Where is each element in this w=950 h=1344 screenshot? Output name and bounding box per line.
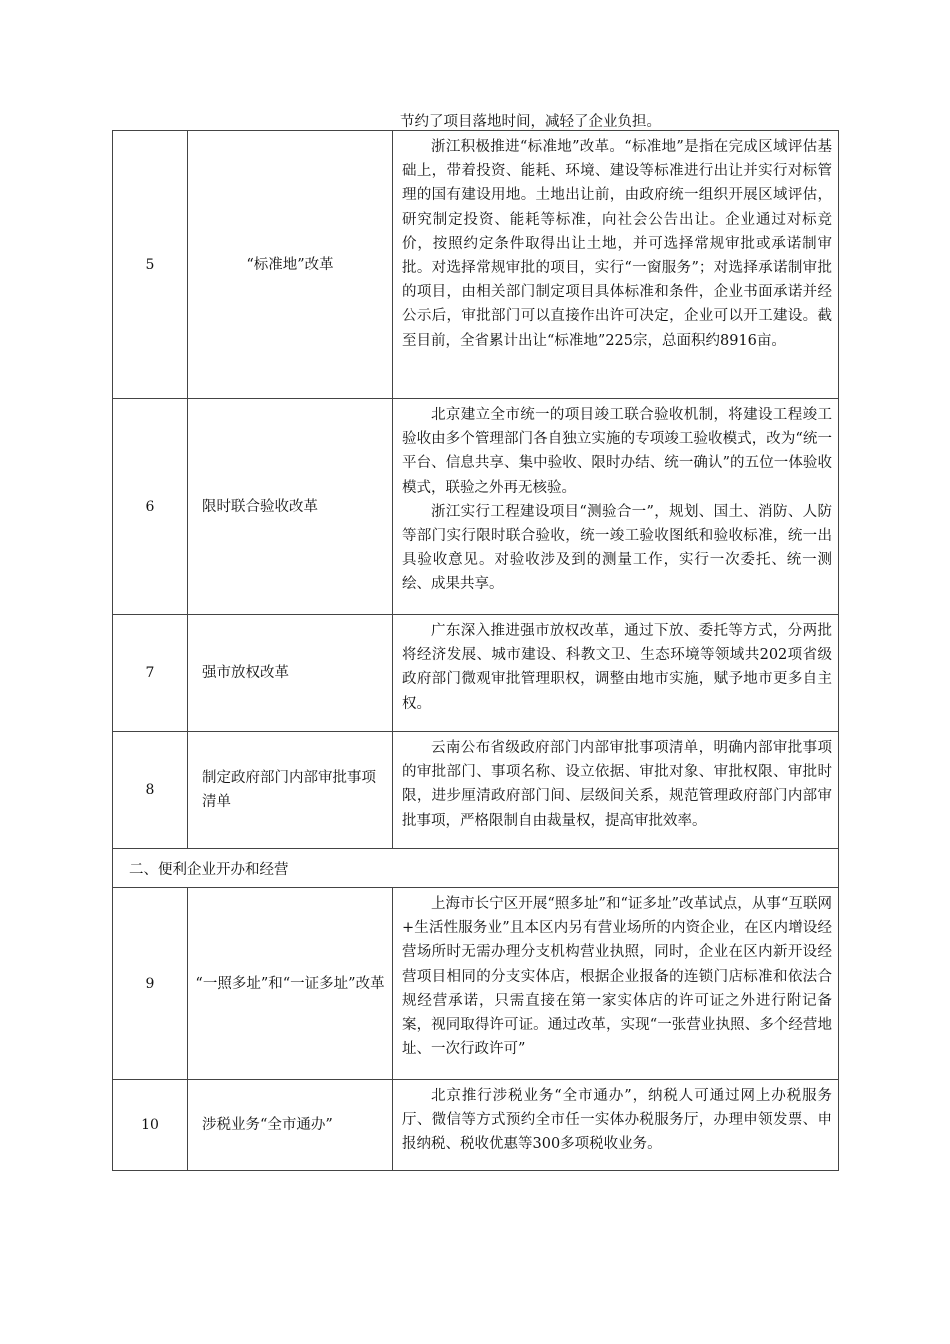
reform-name: 制定政府部门内部审批事项清单 <box>188 732 393 849</box>
description-paragraph: 广东深入推进强市放权改革，通过下放、委托等方式，分两批将经济发展、城市建设、科教文卫、生态环境等领域共202项省级政府部门微观审批管理职权，调整由地市实施，赋予地市更多自主权。 <box>402 623 832 712</box>
section-row <box>113 849 839 888</box>
row-number: 6 <box>113 399 188 615</box>
table-row <box>113 1080 839 1171</box>
reform-description <box>393 399 839 615</box>
reform-name: 涉税业务“全市通办” <box>188 1080 393 1171</box>
reform-name: “标准地”改革 <box>188 131 393 399</box>
description-paragraph: 上海市长宁区开展“照多址”和“证多址”改革试点，从事“互联网+生活性服务业”且本区内另有营业场所的内资企业，在区内增设经营场所时无需办理分支机构营业执照，同时，企业在区内新开设经营项目相同的分支实体店，根据企业报备的连锁门店标准和依法合规经营承诺，只需直接在第一家实体店的许可证之外进行附记备案，视同取得许可证。通过改革，实现“一张营业执照、多个经营地址、一次行政许可” <box>402 896 832 1058</box>
description-paragraph: 云南公布省级政府部门内部审批事项清单，明确内部审批事项的审批部门、事项名称、设立依据、审批对象、审批权限、审批时限，进步厘清政府部门间、层级间关系，规范管理政府部门内部审批事项，严格限制自由裁量权，提高审批效率。 <box>402 740 832 829</box>
table-row <box>113 399 839 615</box>
table-row <box>113 888 839 1080</box>
reform-name: “一照多址”和“一证多址”改革 <box>188 888 393 1080</box>
reform-description <box>393 888 839 1080</box>
description-paragraph: 北京建立全市统一的项目竣工联合验收机制，将建设工程竣工验收由多个管理部门各自独立实施的专项竣工验收模式，改为“统一平台、信息共享、集中验收、限时办结、统一确认”的五位一体验收模式，联验之外再无核验。 <box>402 407 832 496</box>
section-title: 二、便利企业开办和经营 <box>113 849 839 888</box>
reform-description <box>393 131 839 399</box>
row-number: 9 <box>113 888 188 1080</box>
description-paragraph: 浙江实行工程建设项目“测验合一”，规划、国土、消防、人防等部门实行限时联合验收，统一竣工验收图纸和验收标准，统一出具验收意见。对验收涉及到的测量工作，实行一次委托、统一测绘、成果共享。 <box>402 503 832 593</box>
reform-description <box>393 615 839 732</box>
table-row <box>113 732 839 849</box>
continued-text: 节约了项目落地时间，减轻了企业负担。 <box>400 114 661 130</box>
table-row <box>113 615 839 732</box>
reform-description <box>393 1080 839 1171</box>
reform-name: 限时联合验收改革 <box>188 399 393 615</box>
reform-description <box>393 732 839 849</box>
table-row <box>113 131 839 399</box>
row-number: 7 <box>113 615 188 732</box>
description-paragraph: 浙江积极推进“标准地”改革。“标准地”是指在完成区域评估基础上，带着投资、能耗、环境、建设等标准进行出让并实行对标管理的国有建设用地。土地出让前，由政府统一组织开展区域评估，研究制定投资、能耗等标准，向社会公告出让。企业通过对标竞价，按照约定条件取得出让土地，并可选择常规审批或承诺制审批。对选择常规审批的项目，实行“一窗服务”；对选择承诺制审批的项目，由相关部门制定项目具体标准和条件，企业书面承诺并经公示后，审批部门可以直接作出许可决定，企业可以开工建设。截至目前，全省累计出让“标准地”225宗，总面积约8916亩。 <box>402 139 832 349</box>
description-paragraph: 北京推行涉税业务“全市通办”，纳税人可通过网上办税服务厅、微信等方式预约全市任一实体办税服务厅，办理申领发票、申报纳税、税收优惠等300多项税收业务。 <box>402 1088 832 1153</box>
row-number: 8 <box>113 732 188 849</box>
row-number: 10 <box>113 1080 188 1171</box>
row-number: 5 <box>113 131 188 399</box>
reform-name: 强市放权改革 <box>188 615 393 732</box>
reform-table <box>112 130 839 1171</box>
